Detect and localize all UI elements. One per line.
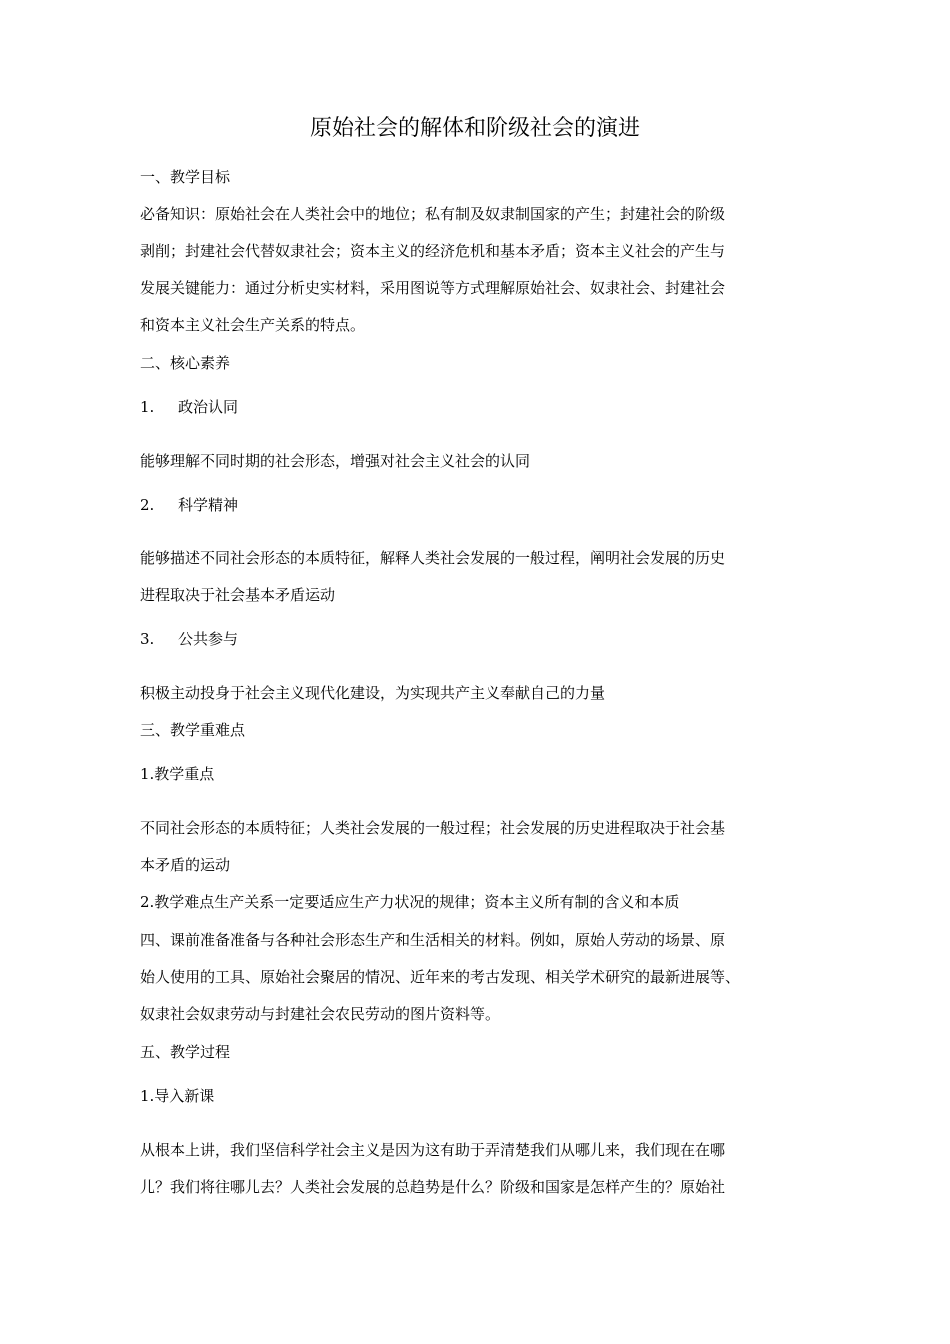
- paragraph-line: 奴隶社会奴隶劳动与封建社会农民劳动的图片资料等。: [140, 1005, 501, 1023]
- paragraph-line: 进程取决于社会基本矛盾运动: [140, 586, 336, 604]
- paragraph-line: 剥削；封建社会代替奴隶社会；资本主义的经济危机和基本矛盾；资本主义社会的产生与: [140, 242, 726, 260]
- document-title: 原始社会的解体和阶级社会的演进: [309, 116, 640, 141]
- paragraph-line: 发展关键能力：通过分析史实材料，采用图说等方式理解原始社会、奴隶社会、封建社会: [140, 279, 726, 297]
- item-text: 公共参与: [178, 630, 239, 648]
- paragraph-line: 不同社会形态的本质特征；人类社会发展的一般过程；社会发展的历史进程取决于社会基: [140, 819, 726, 837]
- paragraph-line: 2.教学难点生产关系一定要适应生产力状况的规律；资本主义所有制的含义和本质: [140, 893, 680, 911]
- item-number: 3.: [140, 630, 155, 648]
- paragraph-line: 始人使用的工具、原始社会聚居的情况、近年来的考古发现、相关学术研究的最新进展等、: [140, 968, 741, 986]
- paragraph-line: 必备知识：原始社会在人类社会中的地位；私有制及奴隶制国家的产生；封建社会的阶级: [140, 205, 726, 223]
- item-number: 2.: [140, 496, 155, 514]
- paragraph-line: 积极主动投身于社会主义现代化建设，为实现共产主义奉献自己的力量: [140, 684, 606, 702]
- subheading: 1.教学重点: [140, 765, 215, 783]
- numbered-item: [140, 396, 238, 418]
- heading-key-points: 三、教学重难点: [140, 721, 246, 739]
- paragraph-line: 能够理解不同时期的社会形态，增强对社会主义社会的认同: [140, 452, 531, 470]
- heading-teaching-process: 五、教学过程: [140, 1043, 231, 1061]
- paragraph-line: 四、课前准备准备与各种社会形态生产和生活相关的材料。例如，原始人劳动的场景、原: [140, 931, 726, 949]
- paragraph-line: 本矛盾的运动: [140, 856, 231, 874]
- numbered-item: [140, 494, 238, 516]
- numbered-item: [140, 628, 238, 650]
- heading-core-literacy: 二、核心素养: [140, 354, 231, 372]
- heading-teaching-goals: 一、教学目标: [140, 168, 231, 186]
- item-text: 政治认同: [178, 398, 239, 416]
- paragraph-line: 和资本主义社会生产关系的特点。: [140, 316, 366, 334]
- item-number: 1.: [140, 398, 155, 416]
- paragraph-line: 能够描述不同社会形态的本质特征，解释人类社会发展的一般过程，阐明社会发展的历史: [140, 549, 726, 567]
- item-text: 科学精神: [178, 496, 239, 514]
- paragraph-line: 从根本上讲，我们坚信科学社会主义是因为这有助于弄清楚我们从哪儿来，我们现在在哪: [140, 1141, 726, 1159]
- subheading: 1.导入新课: [140, 1087, 215, 1105]
- paragraph-line: 儿？我们将往哪儿去？人类社会发展的总趋势是什么？阶级和国家是怎样产生的？原始社: [140, 1178, 726, 1196]
